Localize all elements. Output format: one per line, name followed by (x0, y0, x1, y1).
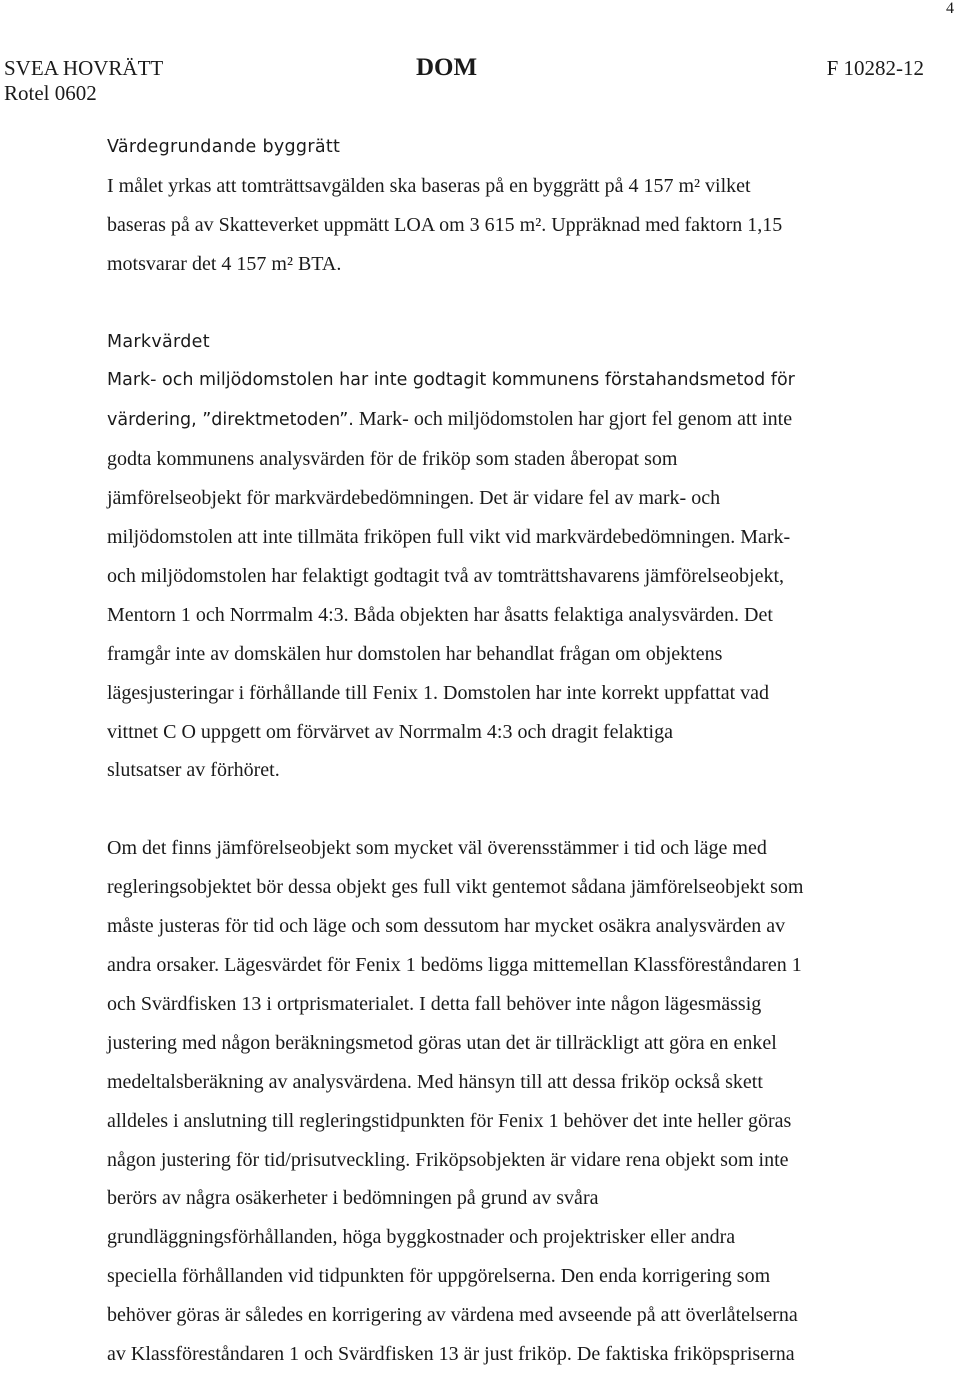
text-line: regleringsobjektet bör dessa objekt ges full vikt gentemot sådana jämförelseobjekt som (107, 876, 804, 899)
document-body (107, 128, 907, 1374)
text-line: justering med någon beräkningsmetod göras utan det är tillräckligt att göra en enkel (107, 1031, 777, 1054)
page-number: 4 (946, 0, 954, 17)
text-line: andra orsaker. Lägesvärdet för Fenix 1 bedöms ligga mittemellan Klassföreståndaren 1 (107, 954, 802, 976)
text-line: grundläggningsförhållanden, höga byggkostnader och projektrisker eller andra (107, 1226, 736, 1249)
text-line: Mentorn 1 och Norrmalm 4:3. Båda objekten har åsatts felaktiga analysvärden. Det (107, 603, 773, 626)
paragraph-gap (107, 790, 907, 829)
text-line: måste justeras för tid och läge och som dessutom har mycket osäkra analysvärden av (107, 915, 786, 938)
text-line: alldeles i anslutning till regleringstidpunkten för Fenix 1 behöver det inte heller göras (107, 1109, 792, 1132)
paragraph (107, 361, 907, 790)
section-heading: Värdegrundande byggrätt (107, 137, 341, 157)
text-span: värdering, ”direktmetoden”. (107, 410, 354, 431)
section-markvardet (107, 323, 907, 791)
document-header (4, 56, 924, 106)
court-name: SVEA HOVRÄTT (4, 56, 164, 80)
section-heading: Markvärdet (107, 331, 210, 352)
text-line: slutsatser av förhöret. (107, 759, 280, 782)
text-line: lägesjusteringar i förhållande till Fenix 1. Domstolen har inte korrekt uppfattat vad (107, 681, 770, 704)
text-line: Om det finns jämförelseobjekt som mycket väl överensstämmer i tid och läge med (107, 837, 767, 860)
court-unit: Rotel 0602 (4, 81, 97, 105)
text-line: godta kommunens analysvärden för de friköp som staden åberopat som (107, 448, 678, 471)
text-line: speciella förhållanden vid tidpunkten för uppgörelserna. Den enda korrigering som (107, 1265, 771, 1288)
section-byggratt (107, 128, 907, 284)
text-line: I målet yrkas att tomträttsavgälden ska baseras på en byggrätt på 4 157 m² vilket (107, 174, 751, 197)
document-type: DOM (416, 54, 478, 81)
text-line: någon justering för tid/prisutveckling. Friköpsobjekten är vidare rena objekt som inte (107, 1148, 789, 1171)
text-line: Mark- och miljödomstolen har inte godtagit kommunens förstahandsmetod för (107, 370, 795, 391)
text-line: och Svärdfisken 13 i ortprismaterialet. I detta fall behöver inte någon lägesmässig (107, 992, 762, 1015)
paragraph (107, 829, 907, 1374)
text-line: behöver göras är således en korrigering av värdena med avseende på att överlåtelserna (107, 1304, 798, 1327)
text-line: miljödomstolen att inte tillmäta friköpen full vikt vid markvärdebedömningen. Mark- (107, 526, 791, 549)
paragraph (107, 167, 907, 284)
text-line: medeltalsberäkning av analysvärdena. Med hänsyn till att dessa friköp också skett (107, 1070, 763, 1093)
text-line: baseras på av Skatteverket uppmätt LOA om 3 615 m². Uppräknad med faktorn 1,15 (107, 213, 783, 236)
text-line: framgår inte av domskälen hur domstolen har behandlat frågan om objektens (107, 642, 723, 665)
text-line: av Klassföreståndaren 1 och Svärdfisken 13 är just friköp. De faktiska friköpspriserna (107, 1343, 795, 1366)
text-line: jämförelseobjekt för markvärdebedömningen. Det är vidare fel av mark- och (107, 487, 721, 510)
text-span: Mark- och miljödomstolen har gjort fel genom att inte (353, 408, 793, 431)
text-line: berörs av några osäkerheter i bedömningen på grund av svåra (107, 1187, 599, 1210)
text-line: motsvarar det 4 157 m² BTA. (107, 252, 342, 275)
text-line: vittnet C O uppgett om förvärvet av Norrmalm 4:3 och dragit felaktiga (107, 720, 673, 743)
paragraph-gap (107, 284, 907, 323)
text-line: och miljödomstolen har felaktigt godtagit två av tomträttshavarens jämförelseobjekt, (107, 564, 785, 587)
text-line (107, 400, 907, 440)
section-jamforelse (107, 829, 907, 1374)
case-number: F 10282-12 (826, 56, 924, 80)
